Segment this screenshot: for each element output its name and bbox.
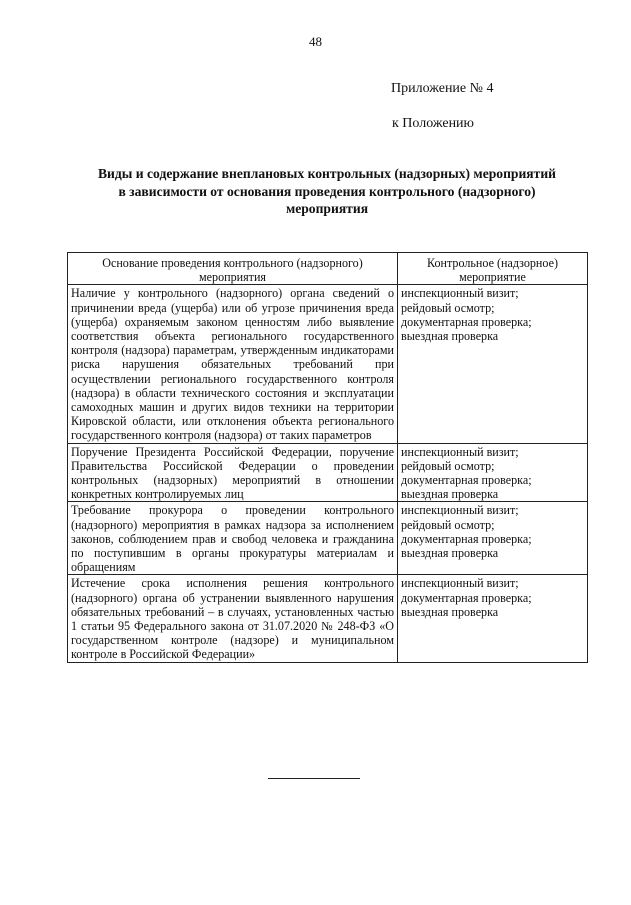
event-cell	[398, 502, 588, 575]
event-item: выездная проверка	[401, 546, 499, 561]
header-basis: Основание проведения контрольного (надзорного) мероприятия	[68, 253, 398, 285]
table-row	[68, 285, 588, 443]
header-event: Контрольное (надзорное) мероприятие	[398, 253, 588, 285]
table-header-row	[68, 253, 588, 285]
document-title	[66, 165, 588, 218]
appendix-label: Приложение № 4	[391, 81, 494, 96]
page-number: 48	[309, 34, 322, 49]
basis-cell: Поручение Президента Российской Федерации, поручение Правительства Российской Федерации о проведении контрольных (надзорных) мероприятий в отношении конкретных контролируемых лиц	[68, 443, 398, 502]
basis-cell: Наличие у контрольного (надзорного) органа сведений о причинении вреда (ущерба) или об угрозе причинения вреда (ущерба) охраняемым законом ценностям либо выявление соответствия объекта регионального государственного контроля (надзора) параметрам, утвержденным индикаторами риска нарушения обязательных требований при осуществлении регионального государственного контроля (надзора) в области технического состояния и эксплуатации самоходных машин и других видов техники на территории Кировской области, или отклонения объекта регионального государственного контроля (надзора) от таких параметров	[68, 285, 398, 443]
event-item: документарная проверка;	[401, 590, 532, 605]
event-item: документарная проверка;	[401, 531, 532, 546]
event-item: документарная проверка;	[401, 314, 532, 329]
table-row	[68, 575, 588, 662]
regulation-reference: к Положению	[392, 116, 475, 131]
document-title-line-2: в зависимости от основания проведения контрольного (надзорного)	[118, 183, 536, 199]
event-item: инспекционный визит;	[401, 286, 519, 301]
event-cell	[398, 575, 588, 662]
event-item: документарная проверка;	[401, 473, 532, 488]
event-item: рейдовый осмотр;	[401, 300, 495, 315]
event-cell	[398, 443, 588, 502]
event-item: рейдовый осмотр;	[401, 458, 495, 473]
event-item: инспекционный визит;	[401, 503, 519, 518]
event-item: инспекционный визит;	[401, 444, 519, 459]
event-cell	[398, 285, 588, 443]
event-item: рейдовый осмотр;	[401, 517, 495, 532]
basis-cell: Требование прокурора о проведении контрольного (надзорного) мероприятия в рамках надзора за исполнением законов, соблюдением прав и свобод человека и гражданина по поступившим в органы прокуратуры материалам и обращениям	[68, 502, 398, 575]
document-title-line-1: Виды и содержание внеплановых контрольных (надзорных) мероприятий	[97, 166, 557, 181]
closing-divider-line	[268, 778, 360, 779]
event-item: выездная проверка	[401, 487, 499, 502]
events-table	[67, 252, 588, 663]
event-item: выездная проверка	[401, 329, 499, 344]
table-row	[68, 502, 588, 575]
document-title-line-3: мероприятия	[285, 201, 369, 216]
basis-cell: Истечение срока исполнения решения контрольного (надзорного) органа об устранении выявленного нарушения обязательных требований – в случаях, установленных частью 1 статьи 95 Федерального закона от 31.07.2020 № 248-ФЗ «О государственном контроле (надзоре) и муниципальном контроле в Российской Федерации»	[68, 575, 398, 662]
event-item: выездная проверка	[401, 604, 499, 619]
table-row	[68, 443, 588, 502]
event-item: инспекционный визит;	[401, 576, 519, 591]
